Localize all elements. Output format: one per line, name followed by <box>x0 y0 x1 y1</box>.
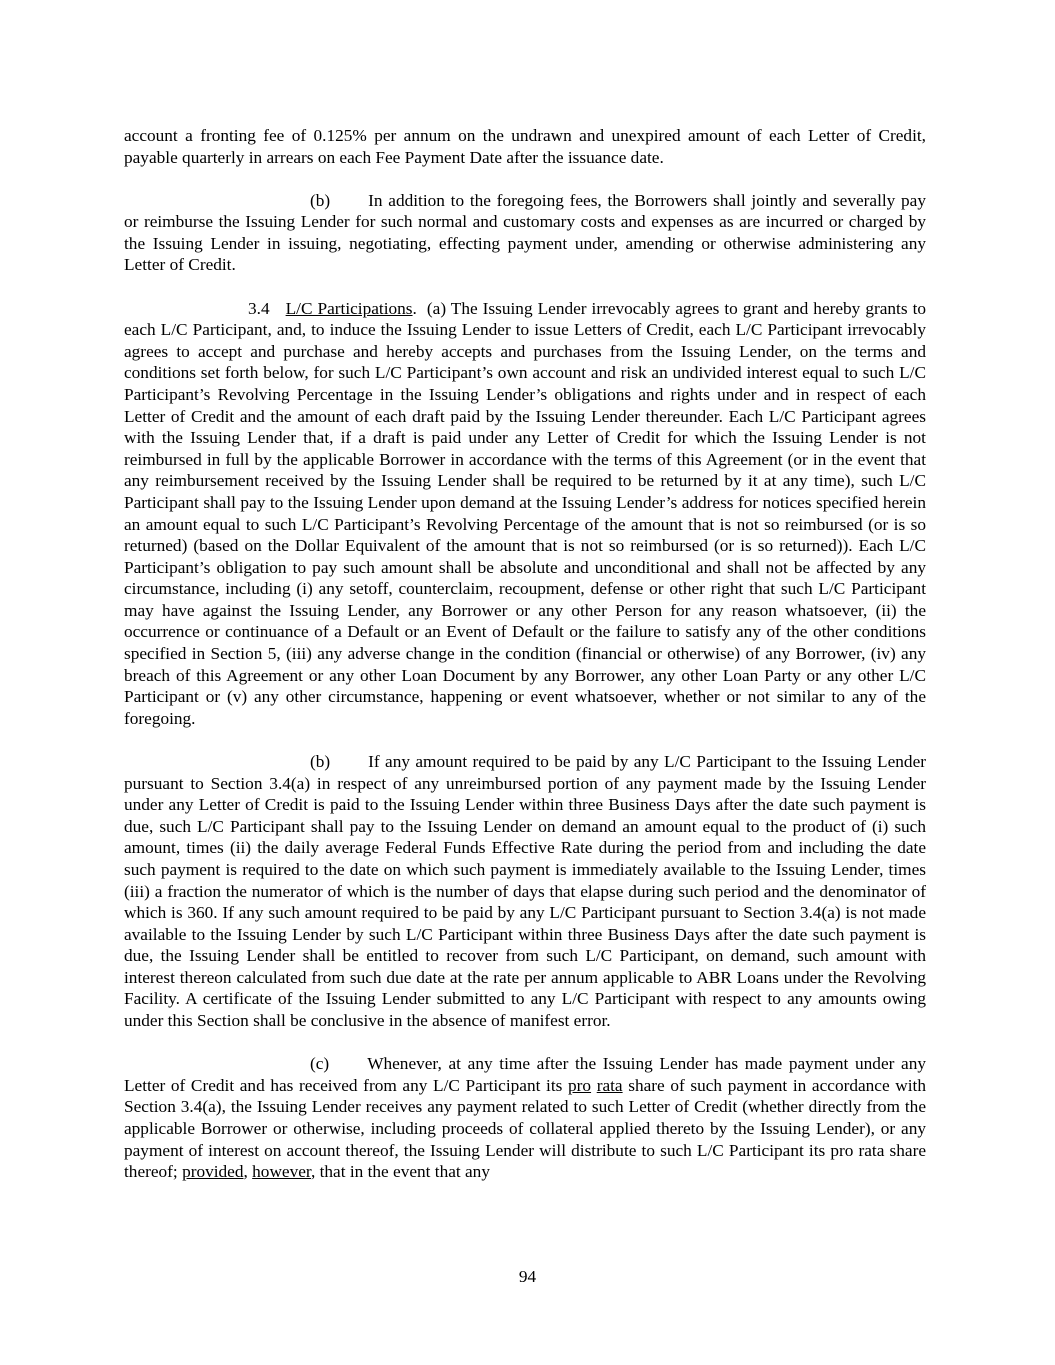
paragraph-text: account a fronting fee of 0.125% per annum on the undrawn and unexpired amount of each Letter of Credit, payable quarterly in arrears on each Fee Payment Date after the issuance date. <box>124 126 926 167</box>
clause-label: (c) <box>310 1054 330 1074</box>
page-number: 94 <box>518 1267 537 1286</box>
paragraph-text-continued: share of such payment in accordance with Section 3.4(a), the Issuing Lender receives any payment related to such Letter of Credit (whether directly from the applicable Borrower or otherwise, including proceeds of collateral applied thereto by the Issuing Lender), or any payment of interest on account thereof, the Issuing Lender will distribute to such L/C Participant its pro rata share thereof; <box>124 1075 926 1182</box>
section-3-4-c <box>124 1053 926 1183</box>
paragraph-text: In addition to the foregoing fees, the Borrowers shall jointly and severally pay or reimburse the Issuing Lender for such normal and customary costs and expenses as are incurred or charged by the Issuing Lender in issuing, negotiating, effecting payment under, amending or otherwise administering any Letter of Credit. <box>124 190 926 275</box>
pro-term: pro <box>568 1075 592 1095</box>
section-number: 3.4 <box>248 298 270 318</box>
section-heading-period: . <box>412 298 417 318</box>
rata-term: rata <box>596 1075 623 1095</box>
clause-label: (b) <box>310 190 331 210</box>
paragraph-text: Whenever, at any time after the Issuing Lender has made payment under any Letter of Credit and has received from any L/C Participant its <box>124 1054 926 1095</box>
document-page <box>124 125 926 1183</box>
paragraph-text: (a) The Issuing Lender irrevocably agrees to grant and hereby grants to each L/C Participant, and, to induce the Issuing Lender to issue Letters of Credit, each L/C Participant irrevocably agrees to accept and purchase and hereby accepts and purchases from the Issuing Lender, on the terms and conditions set forth below, for such L/C Participant’s own account and risk an undivided interest equal to such L/C Participant’s Revolving Percentage in the Issuing Lender’s obligations and rights under and in respect of each Letter of Credit and the amount of each draft paid by the Issuing Lender thereunder. Each L/C Participant agrees with the Issuing Lender that, if a draft is paid under any Letter of Credit for which the Issuing Lender is not reimbursed in full by the applicable Borrower in accordance with the terms of this Agreement (or in the event that any reimbursement received by the Issuing Lender shall be required to be returned by it at any time), such L/C Participant shall pay to the Issuing Lender upon demand at the Issuing Lender’s address for notices specified herein an amount equal to such L/C Participant’s Revolving Percentage of the amount that is not so reimbursed (or is so returned) (based on the Dollar Equivalent of the amount that is not so reimbursed (or is so returned)). Each L/C Participant’s obligation to pay such amount shall be absolute and unconditional and shall not be affected by any circumstance, including (i) any setoff, counterclaim, recoupment, defense or other right that such L/C Participant may have against the Issuing Lender, any Borrower or any other Person for any reason whatsoever, (ii) the occurrence or continuance of a Default or an Event of Default or the failure to satisfy any of the other conditions specified in Section 5, (iii) any adverse change in the condition (financial or otherwise) of any Borrower, (iv) any breach of this Agreement or any other Loan Document by any Borrower, any other Loan Party or any other L/C Participant or (v) any other circumstance, happening or event whatsoever, whether or not similar to any of the foregoing. <box>124 298 927 728</box>
section-3-4-a <box>124 298 926 730</box>
section-heading <box>270 299 413 318</box>
paragraph-fronting-fee <box>124 125 926 168</box>
section-3-4-b <box>124 751 926 1032</box>
provided-term: provided <box>182 1162 244 1182</box>
paragraph-text-end: , that in the event that any <box>310 1162 490 1182</box>
paragraph-text: If any amount required to be paid by any L/C Participant to the Issuing Lender pursuant to Section 3.4(a) in respect of any unreimbursed portion of any payment made by the Issuing Lender under any Letter of Credit is paid to the Issuing Lender within three Business Days after the date such payment is due, such L/C Participant shall pay to the Issuing Lender on demand an amount equal to the product of (i) such amount, times (ii) the daily average Federal Funds Effective Rate during the period from and including the date such payment is required to the date on which such payment is immediately available to the Issuing Lender, times (iii) a fraction the numerator of which is the number of days that elapse during such period and the denominator of which is 360. If any such amount required to be paid by any L/C Participant pursuant to Section 3.4(a) is not made available to the Issuing Lender by such L/C Participant within three Business Days after the date such payment is due, the Issuing Lender shall be entitled to recover from such L/C Participant, on demand, such amount with interest thereon calculated from such due date at the rate per annum applicable to ABR Loans under the Revolving Facility. A certificate of the Issuing Lender submitted to any L/C Participant with respect to any amounts owing under this Section shall be conclusive in the absence of manifest error. <box>124 751 926 1031</box>
paragraph-3-3-b <box>124 190 926 276</box>
comma: , <box>243 1162 248 1182</box>
clause-label: (b) <box>310 751 331 771</box>
however-term: however <box>252 1162 311 1182</box>
section-heading-text: L/C Participations <box>285 298 413 318</box>
